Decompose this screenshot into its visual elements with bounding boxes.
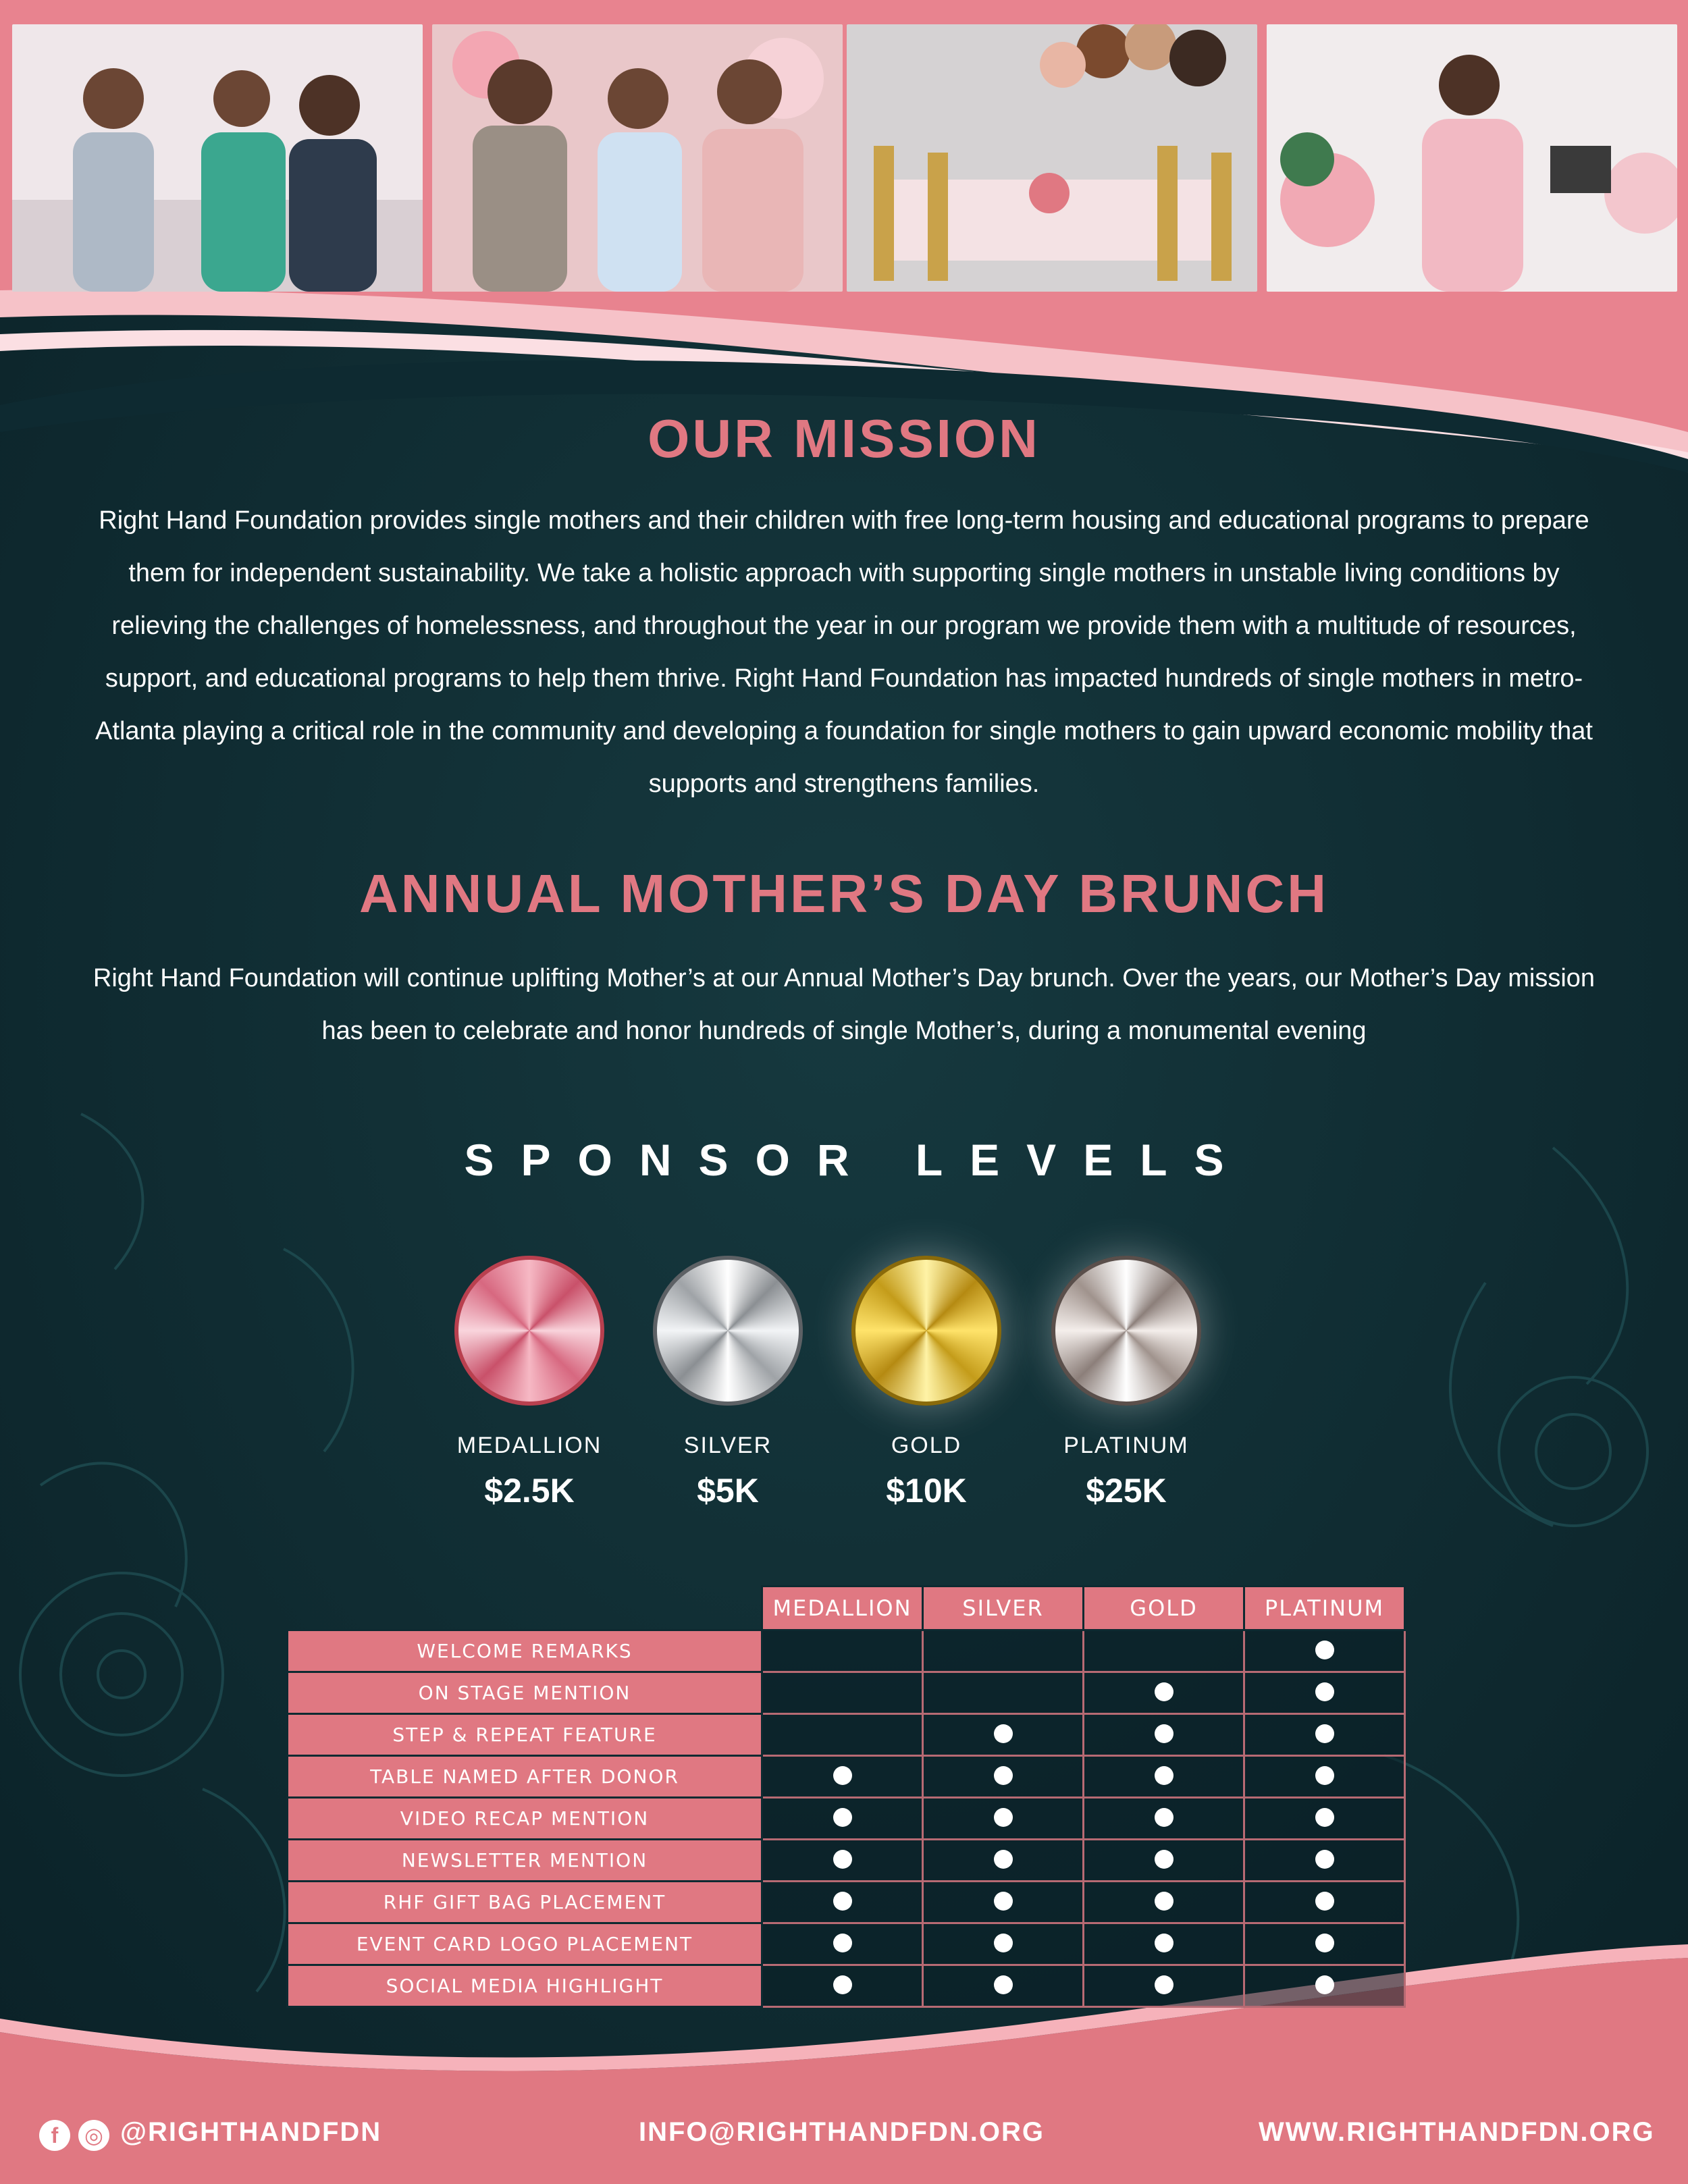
- benefit-cell-silver: [923, 1965, 1084, 2007]
- included-dot-icon: [1315, 1934, 1334, 1952]
- included-dot-icon: [1155, 1682, 1173, 1701]
- photo-women-group: [432, 24, 843, 292]
- instagram-icon[interactable]: ◎: [78, 2120, 109, 2151]
- included-dot-icon: [1155, 1808, 1173, 1827]
- included-dot-icon: [994, 1975, 1013, 1994]
- benefit-cell-gold: [1084, 1965, 1244, 2007]
- benefit-cell-platinum: [1244, 1756, 1405, 1798]
- table-row: [288, 1798, 1405, 1840]
- benefit-cell-silver: [923, 1923, 1084, 1965]
- table-row: [288, 1923, 1405, 1965]
- table-row: [288, 1840, 1405, 1882]
- photo-strip: [0, 0, 1688, 311]
- benefit-cell-gold: [1084, 1923, 1244, 1965]
- included-dot-icon: [1315, 1682, 1334, 1701]
- brunch-title: ANNUAL MOTHER’S DAY BRUNCH: [359, 863, 1329, 924]
- sponsor-level-name: SILVER: [683, 1433, 772, 1458]
- benefit-cell-medallion: [762, 1714, 923, 1756]
- table-row: [288, 1882, 1405, 1923]
- benefit-label: WELCOME REMARKS: [288, 1630, 762, 1672]
- benefit-cell-gold: [1084, 1840, 1244, 1882]
- table-row: [288, 1714, 1405, 1756]
- contact-email[interactable]: INFO@RIGHTHANDFDN.ORG: [639, 2117, 1045, 2147]
- benefit-cell-medallion: [762, 1840, 923, 1882]
- sponsor-level-price: $25K: [1086, 1472, 1167, 1510]
- benefit-cell-silver: [923, 1798, 1084, 1840]
- included-dot-icon: [994, 1934, 1013, 1952]
- sponsor-level-gold: [825, 1256, 1028, 1510]
- table-header-blank: [288, 1587, 762, 1630]
- table-header-gold: GOLD: [1084, 1587, 1244, 1630]
- included-dot-icon: [1315, 1766, 1334, 1785]
- benefit-cell-platinum: [1244, 1714, 1405, 1756]
- photo-illustration: [847, 24, 1257, 292]
- benefit-cell-gold: [1084, 1672, 1244, 1714]
- included-dot-icon: [994, 1724, 1013, 1743]
- benefit-cell-platinum: [1244, 1965, 1405, 2007]
- benefit-cell-silver: [923, 1630, 1084, 1672]
- table-row: [288, 1672, 1405, 1714]
- gold-medal-icon: [851, 1256, 1001, 1406]
- brunch-paragraph: Right Hand Foundation will continue uplifting Mother’s at our Annual Mother’s Day brunch. Over the years, our Mother’s Day mission has been to celebrate and honor hundreds of single Mother’s, during a monumental evening: [93, 964, 1595, 1045]
- included-dot-icon: [1155, 1975, 1173, 1994]
- benefit-cell-gold: [1084, 1882, 1244, 1923]
- sponsor-level-platinum: [1025, 1256, 1228, 1510]
- included-dot-icon: [1315, 1975, 1334, 1994]
- photo-illustration: [12, 24, 423, 292]
- photo-event-table: [847, 24, 1257, 292]
- benefit-label: ON STAGE MENTION: [288, 1672, 762, 1714]
- included-dot-icon: [1315, 1808, 1334, 1827]
- benefit-cell-platinum: [1244, 1882, 1405, 1923]
- mission-paragraph: Right Hand Foundation provides single mothers and their children with free long-term housing and educational programs to prepare them for independent sustainability. We take a holistic approach with supporting single mothers in unstable living conditions by relieving the challenges of homelessness, and throughout the year in our program we provide them with a multitude of resources, support, and educational programs to help them thrive. Right Hand Foundation has impacted hundreds of single mothers in metro-Atlanta playing a critical role in the community and developing a foundation for single mothers to gain upward economic mobility that supports and strengthens families.: [95, 506, 1593, 798]
- included-dot-icon: [1155, 1892, 1173, 1911]
- table-header-medallion: MEDALLION: [762, 1587, 923, 1630]
- sponsor-level-silver: [627, 1256, 829, 1510]
- table-header-platinum: PLATINUM: [1244, 1587, 1405, 1630]
- benefit-cell-silver: [923, 1840, 1084, 1882]
- table-row: [288, 1630, 1405, 1672]
- included-dot-icon: [1155, 1850, 1173, 1869]
- benefit-cell-platinum: [1244, 1672, 1405, 1714]
- sponsor-level-name: GOLD: [891, 1433, 962, 1458]
- benefit-cell-silver: [923, 1882, 1084, 1923]
- benefit-label: VIDEO RECAP MENTION: [288, 1798, 762, 1840]
- included-dot-icon: [994, 1850, 1013, 1869]
- sponsor-benefits-table: [286, 1585, 1406, 2008]
- included-dot-icon: [1315, 1850, 1334, 1869]
- website-link[interactable]: WWW.RIGHTHANDFDN.ORG: [1259, 2117, 1655, 2147]
- included-dot-icon: [833, 1934, 852, 1952]
- included-dot-icon: [833, 1892, 852, 1911]
- included-dot-icon: [994, 1808, 1013, 1827]
- included-dot-icon: [833, 1850, 852, 1869]
- table-header-silver: SILVER: [923, 1587, 1084, 1630]
- included-dot-icon: [1155, 1766, 1173, 1785]
- photo-speaker: [1267, 24, 1677, 292]
- benefit-cell-medallion: [762, 1923, 923, 1965]
- benefit-cell-silver: [923, 1672, 1084, 1714]
- benefit-label: TABLE NAMED AFTER DONOR: [288, 1756, 762, 1798]
- benefit-label: SOCIAL MEDIA HIGHLIGHT: [288, 1965, 762, 2007]
- benefit-cell-medallion: [762, 1798, 923, 1840]
- benefit-cell-gold: [1084, 1714, 1244, 1756]
- photo-illustration: [1267, 24, 1677, 292]
- included-dot-icon: [833, 1766, 852, 1785]
- benefit-cell-platinum: [1244, 1630, 1405, 1672]
- included-dot-icon: [1155, 1934, 1173, 1952]
- benefit-cell-gold: [1084, 1798, 1244, 1840]
- benefit-cell-platinum: [1244, 1798, 1405, 1840]
- benefit-cell-gold: [1084, 1756, 1244, 1798]
- medallion-medal-icon: [454, 1256, 604, 1406]
- benefit-cell-silver: [923, 1756, 1084, 1798]
- benefit-cell-platinum: [1244, 1840, 1405, 1882]
- included-dot-icon: [1315, 1892, 1334, 1911]
- social-handle[interactable]: @RIGHTHANDFDN: [120, 2117, 382, 2147]
- benefit-label: RHF GIFT BAG PLACEMENT: [288, 1882, 762, 1923]
- sponsor-level-name: MEDALLION: [456, 1433, 602, 1458]
- benefit-cell-silver: [923, 1714, 1084, 1756]
- photo-guests-group: [12, 24, 423, 292]
- table-row: [288, 1756, 1405, 1798]
- table-row: [288, 1965, 1405, 2007]
- facebook-icon[interactable]: f: [39, 2120, 70, 2151]
- included-dot-icon: [994, 1892, 1013, 1911]
- benefit-cell-medallion: [762, 1672, 923, 1714]
- benefit-label: EVENT CARD LOGO PLACEMENT: [288, 1923, 762, 1965]
- benefit-cell-platinum: [1244, 1923, 1405, 1965]
- included-dot-icon: [1315, 1724, 1334, 1743]
- table-body: [288, 1630, 1405, 2007]
- sponsor-levels-title: SPONSOR LEVELS: [464, 1135, 1251, 1185]
- benefit-cell-medallion: [762, 1882, 923, 1923]
- benefit-label: NEWSLETTER MENTION: [288, 1840, 762, 1882]
- sponsor-level-price: $10K: [886, 1472, 967, 1510]
- benefit-label: STEP & REPEAT FEATURE: [288, 1714, 762, 1756]
- sponsor-level-price: $5K: [697, 1472, 759, 1510]
- sponsor-level-name: PLATINUM: [1063, 1433, 1189, 1458]
- mission-title: OUR MISSION: [648, 408, 1040, 469]
- included-dot-icon: [1155, 1724, 1173, 1743]
- benefit-cell-medallion: [762, 1965, 923, 2007]
- silver-medal-icon: [653, 1256, 803, 1406]
- sponsor-level-price: $2.5K: [484, 1472, 575, 1510]
- included-dot-icon: [1315, 1641, 1334, 1659]
- included-dot-icon: [994, 1766, 1013, 1785]
- included-dot-icon: [833, 1975, 852, 1994]
- sponsor-level-medallion: [428, 1256, 631, 1510]
- benefit-cell-medallion: [762, 1630, 923, 1672]
- photo-illustration: [432, 24, 843, 292]
- benefit-cell-gold: [1084, 1630, 1244, 1672]
- included-dot-icon: [833, 1808, 852, 1827]
- table-header-row: [288, 1587, 1405, 1630]
- platinum-medal-icon: [1051, 1256, 1201, 1406]
- benefit-cell-medallion: [762, 1756, 923, 1798]
